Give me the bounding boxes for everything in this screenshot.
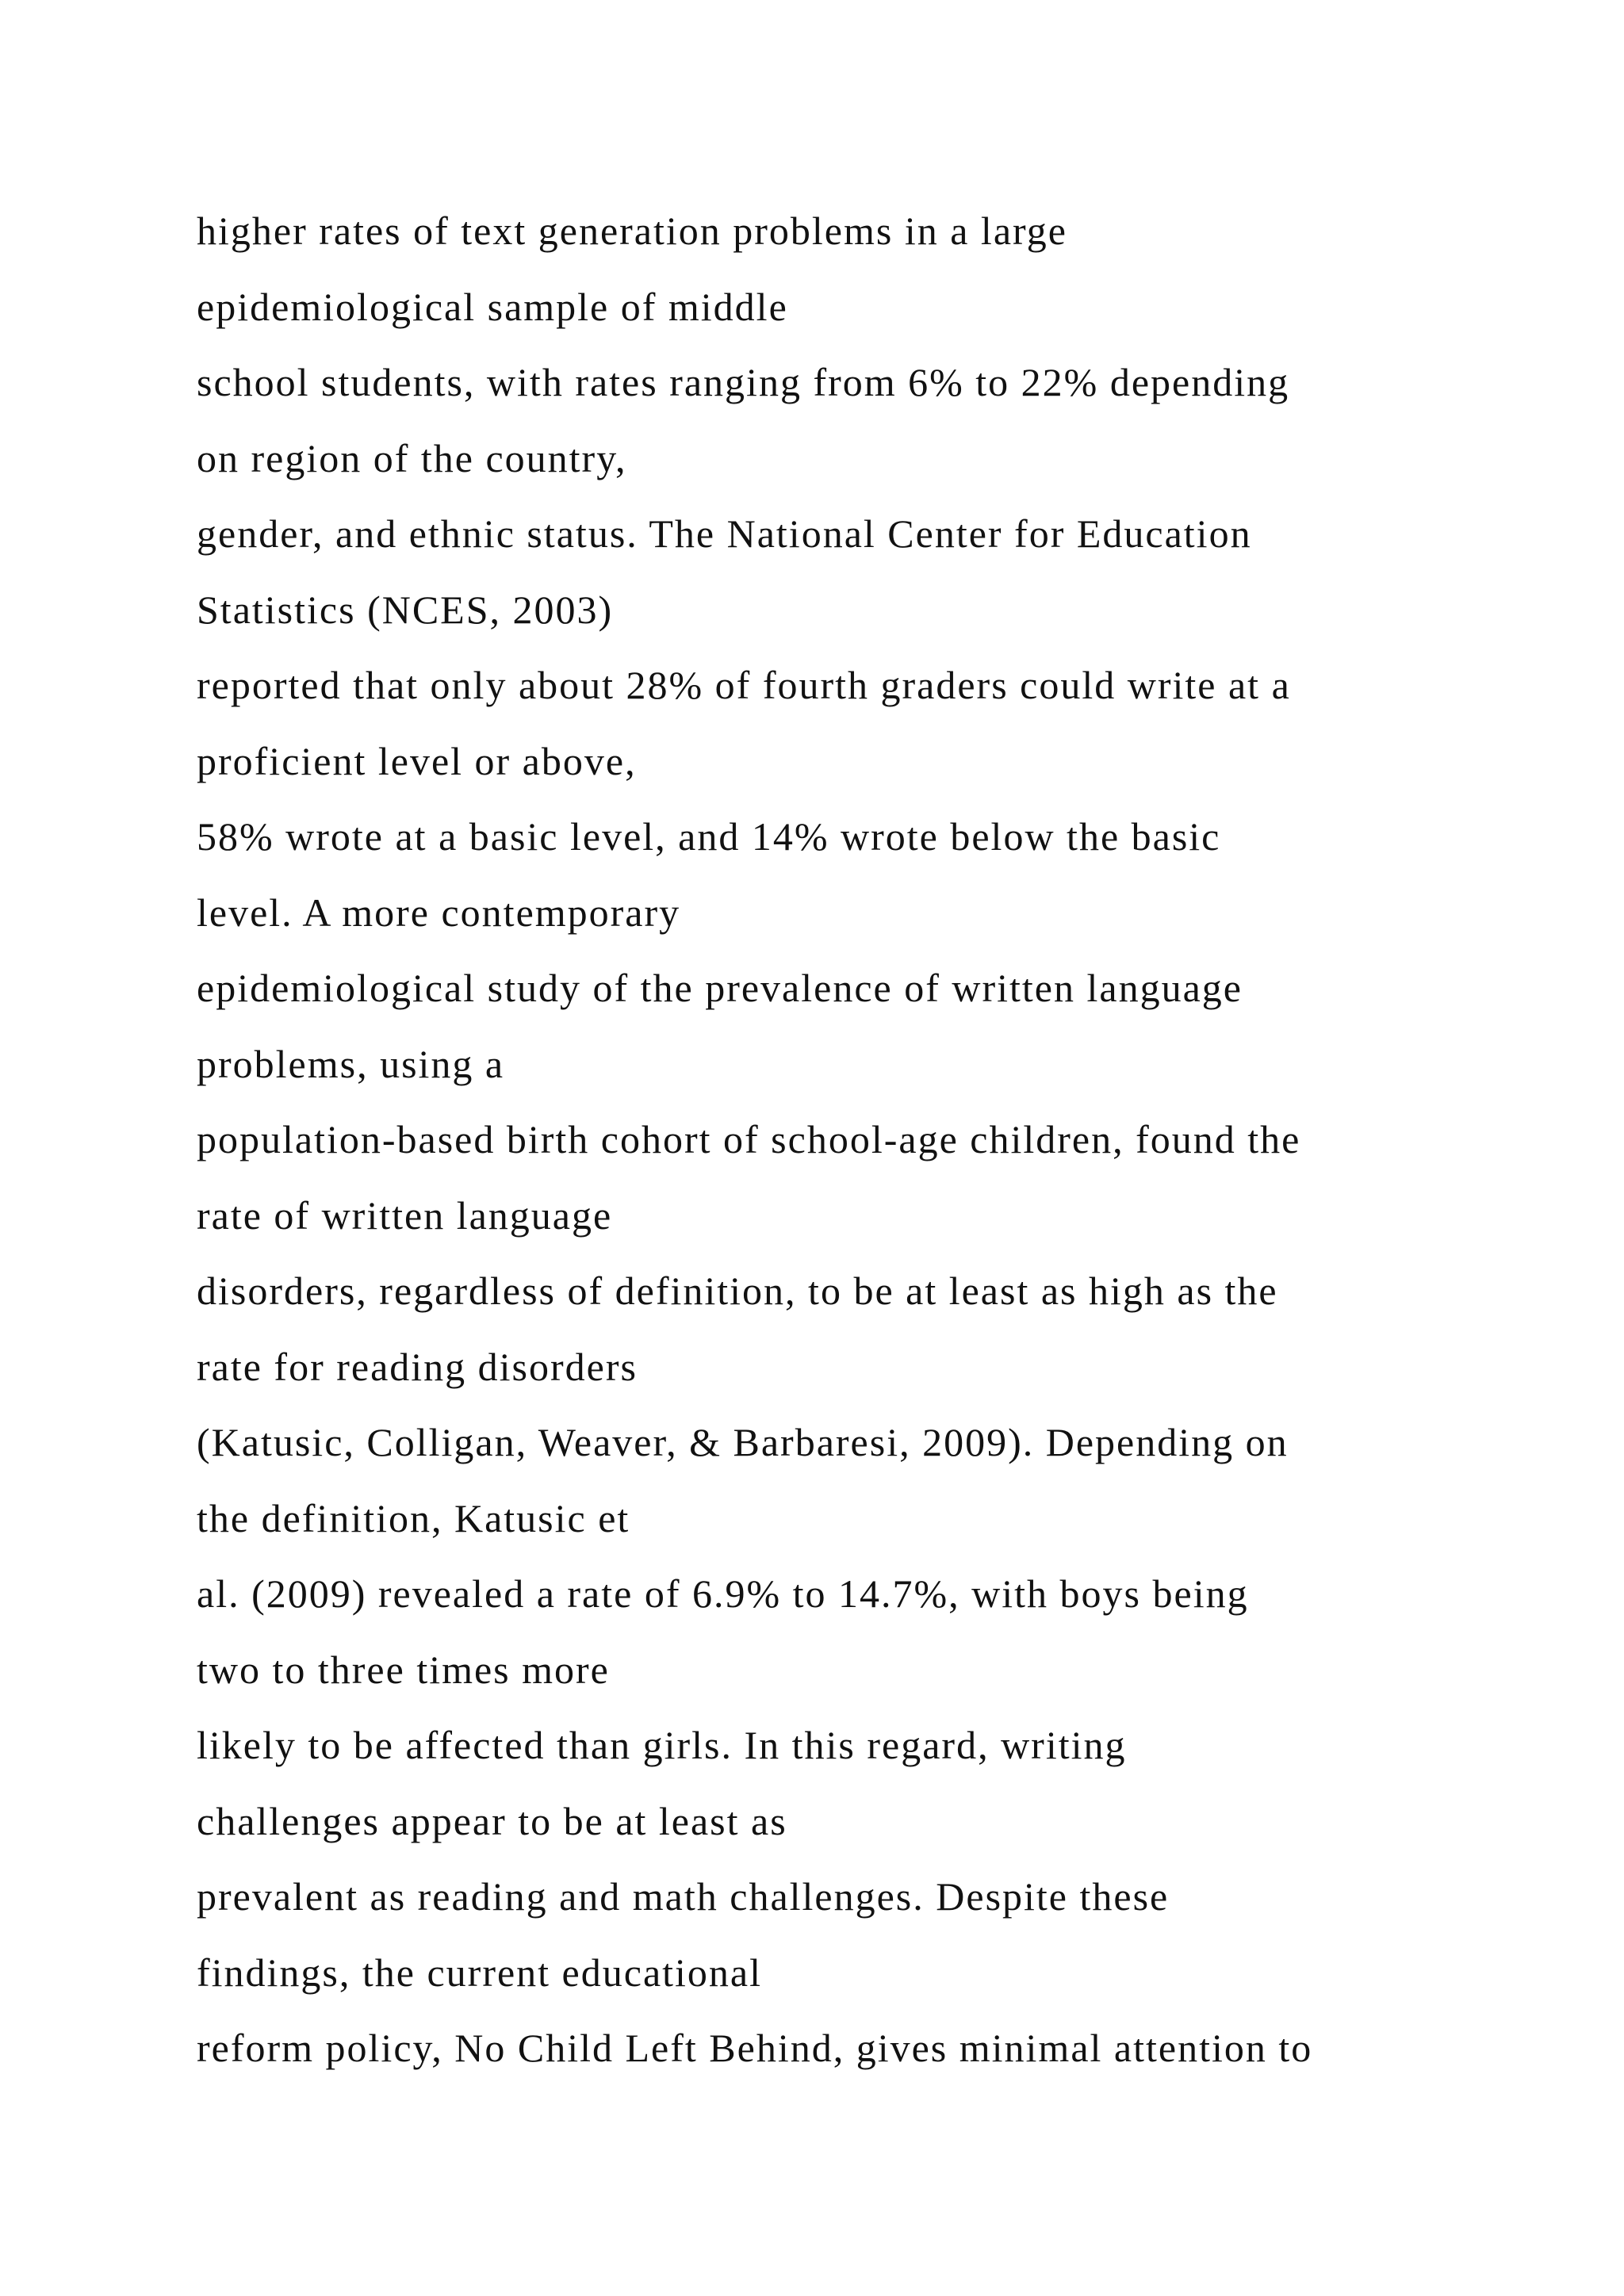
text-line-6: Statistics (NCES, 2003) xyxy=(197,587,614,632)
text-line-12: problems, using a xyxy=(197,1041,505,1086)
text-line-23: prevalent as reading and math challenges. Despite these xyxy=(197,1874,1170,1919)
text-line-20: two to three times more xyxy=(197,1647,610,1692)
text-line-19: al. (2009) revealed a rate of 6.9% to 14.7%, with boys being xyxy=(197,1571,1249,1616)
text-line-15: disorders, regardless of definition, to be at least as high as the xyxy=(197,1269,1278,1313)
text-line-18: the definition, Katusic et xyxy=(197,1495,630,1540)
text-line-11: epidemiological study of the prevalence of written language xyxy=(197,966,1243,1010)
text-line-24: findings, the current educational xyxy=(197,1950,762,1995)
body-text xyxy=(197,193,1576,2087)
text-line-10: level. A more contemporary xyxy=(197,890,681,935)
text-line-5: gender, and ethnic status. The National Center for Education xyxy=(197,511,1252,556)
text-line-1: higher rates of text generation problems in a large xyxy=(197,209,1067,253)
text-line-16: rate for reading disorders xyxy=(197,1344,638,1389)
text-line-25: reform policy, No Child Left Behind, gives minimal attention to xyxy=(197,2026,1313,2070)
text-line-13: population-based birth cohort of school-age children, found the xyxy=(197,1117,1301,1161)
text-line-9: 58% wrote at a basic level, and 14% wrote below the basic xyxy=(197,814,1221,859)
text-line-8: proficient level or above, xyxy=(197,738,637,783)
text-line-4: on region of the country, xyxy=(197,435,627,480)
text-line-14: rate of written language xyxy=(197,1192,613,1238)
text-line-3: school students, with rates ranging from 6% to 22% depending xyxy=(197,360,1290,404)
text-line-21: likely to be affected than girls. In this regard, writing xyxy=(197,1723,1127,1767)
text-line-17: (Katusic, Colligan, Weaver, & Barbaresi, 2009). Depending on xyxy=(197,1420,1289,1464)
text-line-7: reported that only about 28% of fourth graders could write at a xyxy=(197,663,1291,707)
text-line-22: challenges appear to be at least as xyxy=(197,1798,787,1843)
text-line-2: epidemiological sample of middle xyxy=(197,284,788,329)
